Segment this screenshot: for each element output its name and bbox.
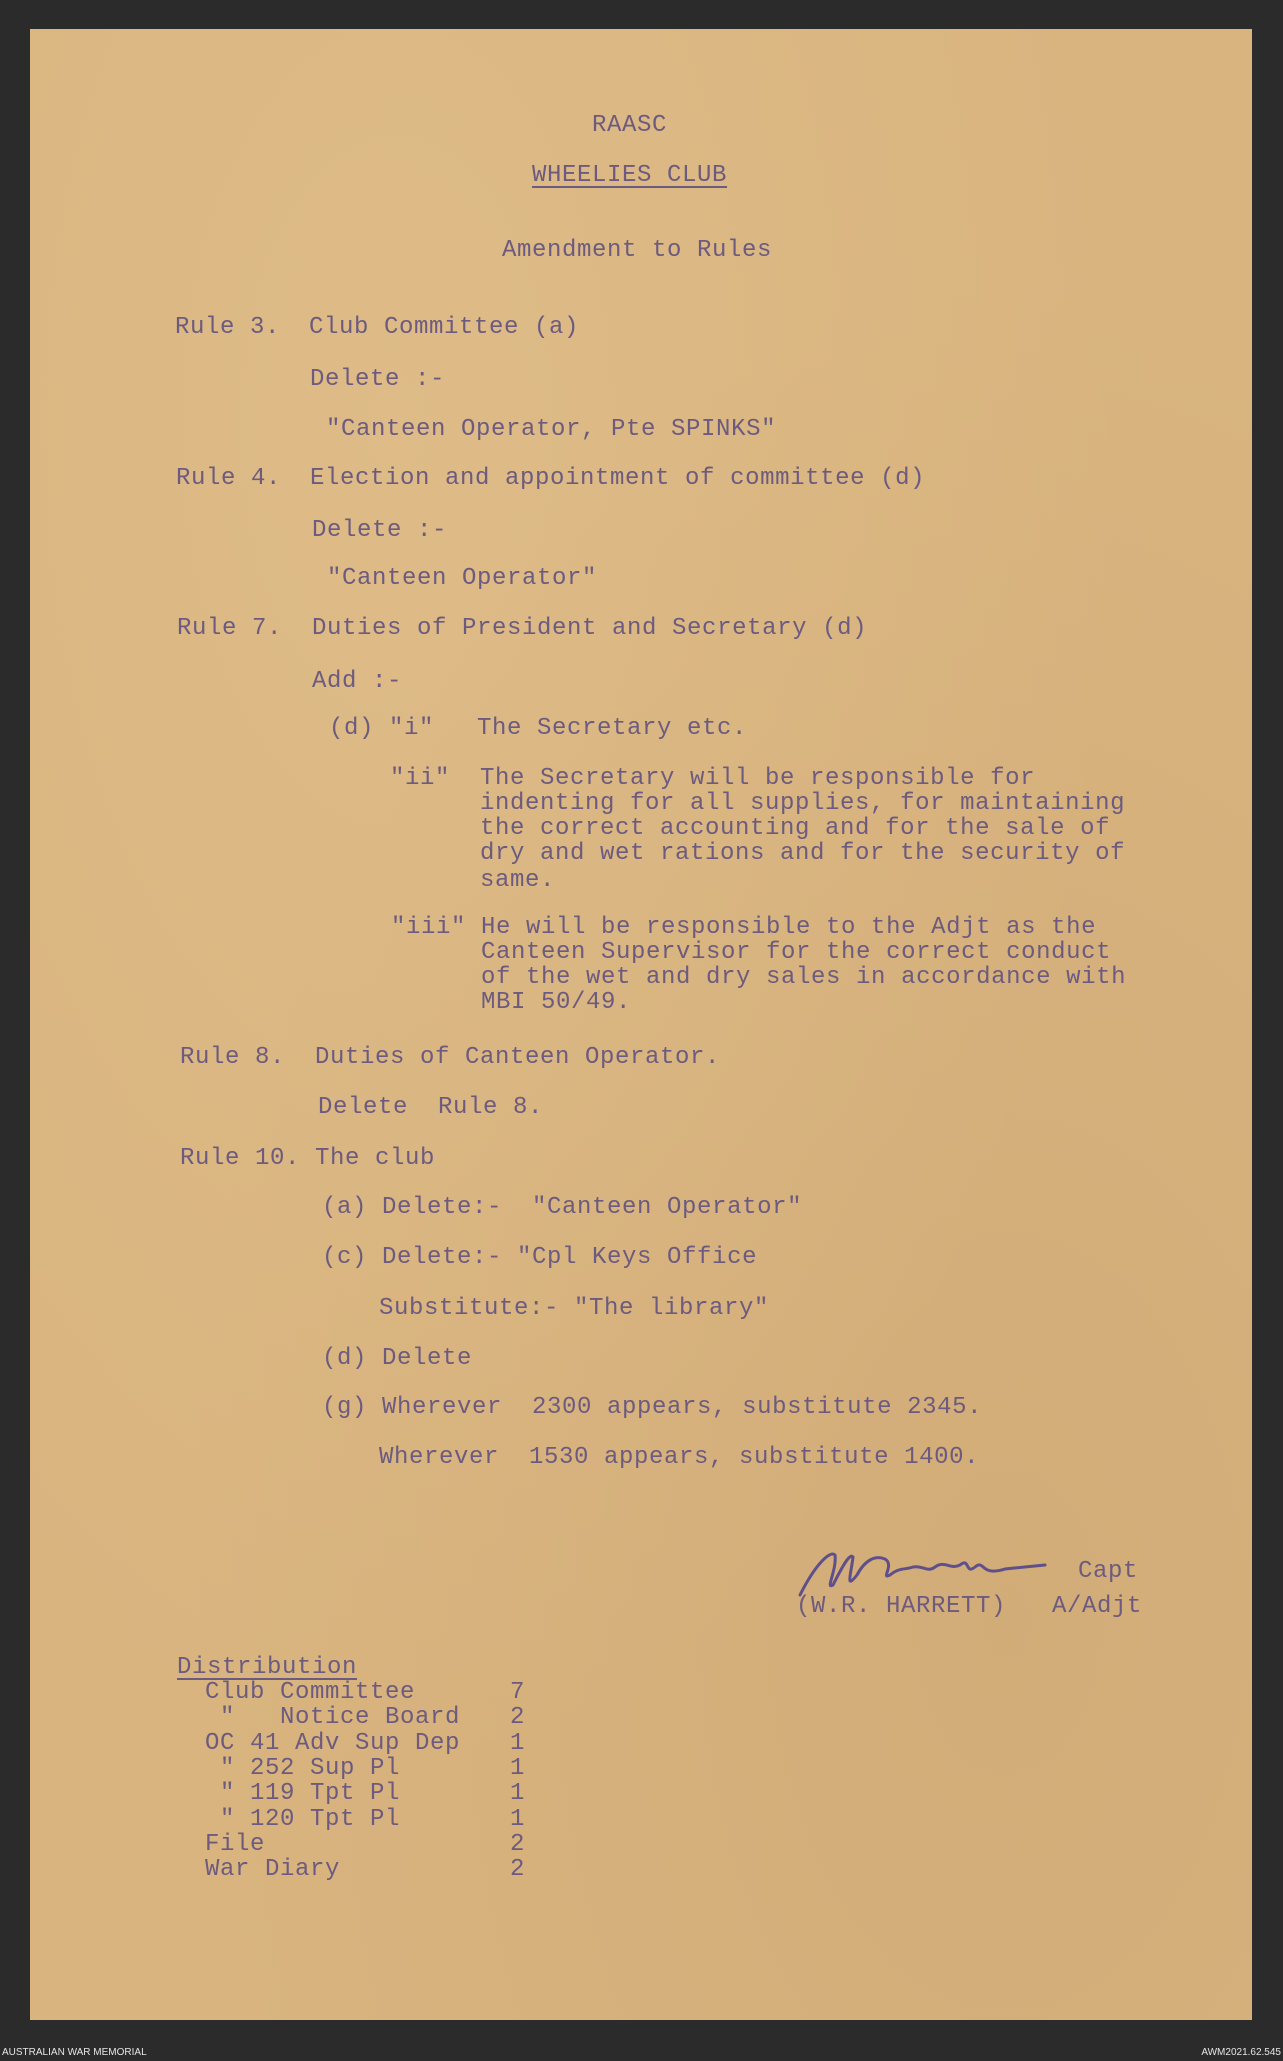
clause-ii-marker: "ii" — [390, 765, 451, 792]
rule-7-action: Add :- — [312, 668, 403, 695]
clause-iii-line: He will be responsible to the Adjt as the — [481, 914, 1097, 941]
signatory-name: (W.R. HARRETT) — [796, 1593, 1007, 1620]
rule-10-item-d: (d) Delete — [322, 1345, 473, 1372]
rule-4-title: Election and appointment of committee (d) — [310, 465, 926, 492]
distribution-quantity: 2 — [510, 1856, 526, 1884]
rule-7-label: Rule 7. — [177, 615, 283, 642]
distribution-quantity: 1 — [510, 1754, 526, 1782]
distribution-recipient: War Diary — [205, 1856, 341, 1884]
rule-10-item-c-substitute: Substitute:- "The library" — [379, 1295, 770, 1322]
clause-iii-line: Canteen Supervisor for the correct conduct — [481, 939, 1112, 966]
rule-10-label: Rule 10. — [180, 1145, 301, 1172]
rule-10-item-a: (a) Delete:- "Canteen Operator" — [322, 1194, 803, 1221]
distribution-recipient: " Notice Board — [205, 1704, 461, 1732]
clause-i-text: The Secretary etc. — [477, 715, 748, 742]
clause-ii-line: the correct accounting and for the sale of — [480, 815, 1111, 842]
document-subtitle: Amendment to Rules — [502, 237, 773, 264]
distribution-recipient: Club Committee — [205, 1679, 416, 1706]
distribution-quantity: 7 — [510, 1679, 526, 1706]
clause-i-marker: (d) "i" — [329, 715, 435, 742]
distribution-quantity: 1 — [510, 1780, 526, 1808]
rule-10-item-g: (g) Wherever 2300 appears, substitute 2345. — [322, 1394, 983, 1421]
rule-8-title: Duties of Canteen Operator. — [315, 1044, 721, 1071]
distribution-recipient: OC 41 Adv Sup Dep — [205, 1729, 461, 1757]
clause-iii-line: of the wet and dry sales in accordance with — [481, 964, 1127, 991]
clause-ii-line: The Secretary will be responsible for — [480, 765, 1036, 792]
rule-4-action: Delete :- — [312, 517, 448, 544]
signatory-appointment: A/Adjt — [1052, 1593, 1143, 1620]
clause-iii-marker: "iii" — [391, 914, 467, 941]
rule-3-label: Rule 3. — [175, 314, 281, 341]
distribution-quantity: 1 — [510, 1729, 526, 1757]
distribution-recipient: " 119 Tpt Pl — [205, 1780, 401, 1808]
distribution-recipient: " 120 Tpt Pl — [205, 1805, 401, 1833]
distribution-recipient: " 252 Sup Pl — [205, 1754, 401, 1782]
clause-iii-line: MBI 50/49. — [481, 989, 632, 1016]
rule-3-text: "Canteen Operator, Pte SPINKS" — [326, 416, 777, 443]
signatory-rank: Capt — [1078, 1558, 1139, 1585]
footer-source: AUSTRALIAN WAR MEMORIAL — [2, 2047, 147, 2058]
distribution-quantity: 2 — [510, 1830, 526, 1858]
clause-ii-line: indenting for all supplies, for maintaining — [480, 790, 1126, 817]
rule-10-item-g-second: Wherever 1530 appears, substitute 1400. — [379, 1444, 980, 1471]
rule-4-text: "Canteen Operator" — [327, 565, 598, 592]
footer-accession-number: AWM2021.62.545 — [1201, 2047, 1281, 2058]
rule-10-item-c: (c) Delete:- "Cpl Keys Office — [322, 1244, 758, 1271]
clause-ii-line: dry and wet rations and for the security of — [480, 840, 1126, 867]
rule-8-action: Delete Rule 8. — [318, 1094, 544, 1121]
distribution-recipient: File — [205, 1830, 266, 1858]
distribution-heading: Distribution — [177, 1654, 358, 1681]
rule-4-label: Rule 4. — [176, 465, 282, 492]
unit-heading: RAASC — [592, 112, 668, 139]
document-title: WHEELIES CLUB — [532, 162, 728, 189]
rule-3-action: Delete :- — [310, 366, 446, 393]
distribution-quantity: 2 — [510, 1704, 526, 1732]
rule-3-title: Club Committee (a) — [309, 314, 580, 341]
rule-7-title: Duties of President and Secretary (d) — [312, 615, 868, 642]
rule-8-label: Rule 8. — [180, 1044, 286, 1071]
rule-10-title: The club — [315, 1145, 436, 1172]
distribution-quantity: 1 — [510, 1805, 526, 1833]
clause-ii-line: same. — [480, 867, 556, 894]
